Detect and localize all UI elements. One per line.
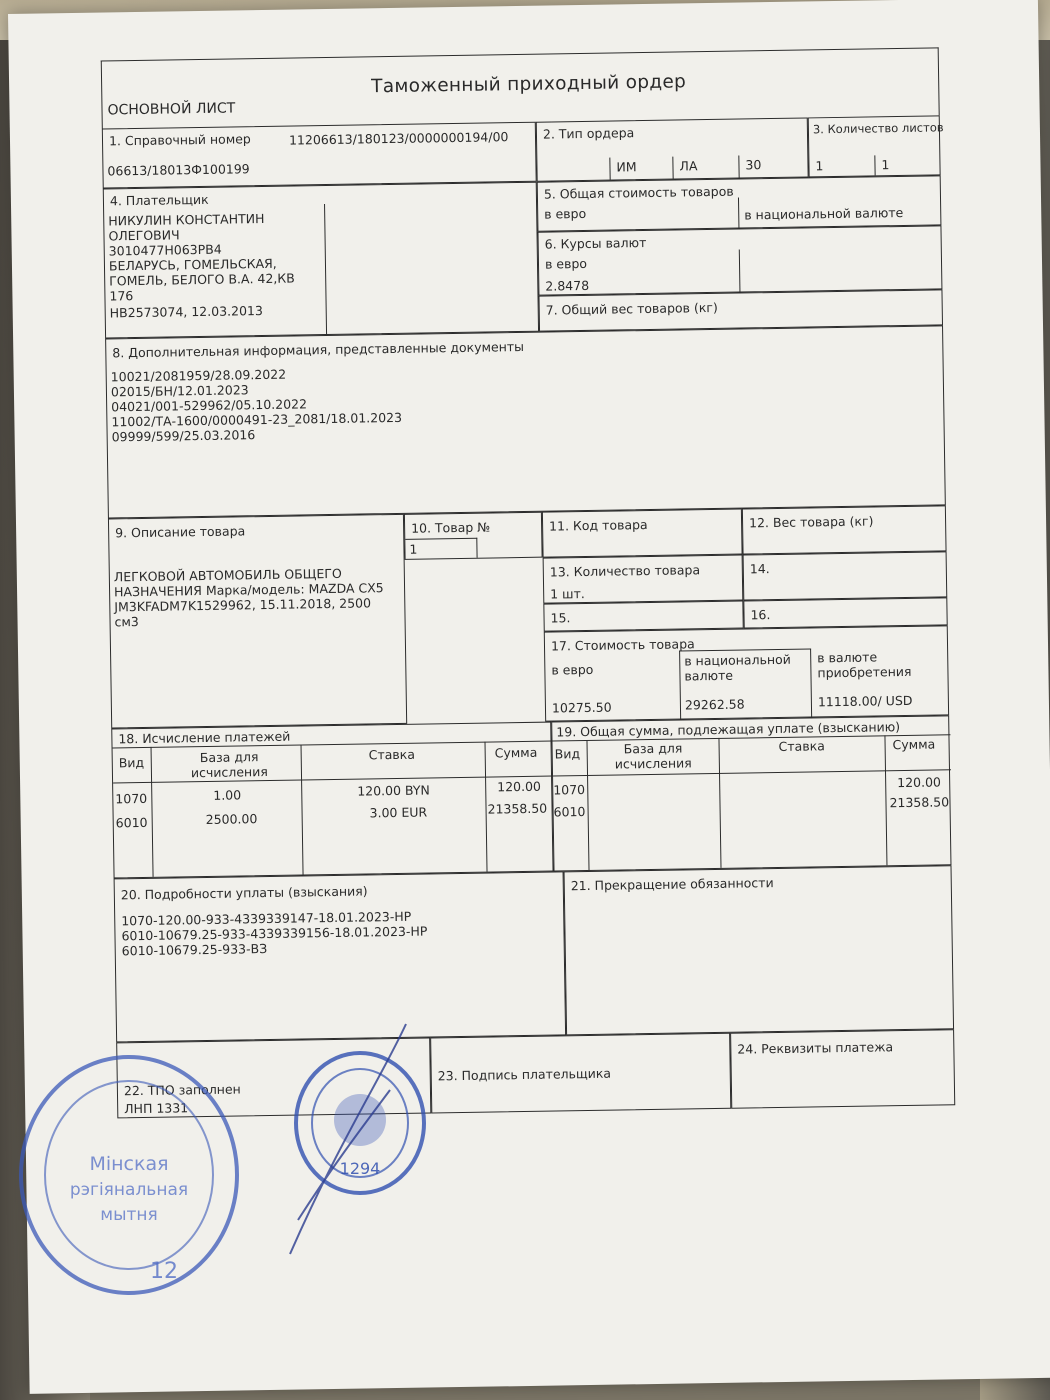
field-16	[743, 597, 947, 628]
field-10	[404, 512, 543, 560]
goods-line-3: JM3KFADM7K1529962, 15.11.2018, 2500	[114, 595, 372, 615]
field-2	[536, 117, 809, 181]
field-19	[551, 715, 951, 871]
value-national: 29262.58	[684, 696, 745, 713]
field-12	[742, 505, 947, 554]
field-6	[537, 225, 942, 295]
field-8-label: 8. Дополнительная информация, представленные документы	[112, 338, 525, 361]
field-11	[542, 509, 743, 558]
field-23-label: 23. Подпись плательщика	[437, 1065, 612, 1084]
total-2-vid: 6010	[553, 804, 586, 820]
field-20	[114, 871, 567, 1042]
value-acquisition: 11118.00/ USD	[817, 692, 913, 710]
payer-line-6: 176	[109, 288, 134, 304]
field-1-label: 1. Справочный номер	[108, 131, 251, 149]
field-10-label: 10. Товар №	[411, 519, 491, 536]
item-number: 1	[409, 541, 418, 557]
order-type-2: ЛА	[679, 158, 698, 174]
payment-detail-2: 6010-10679.25-933-4339339156-18.01.2023-НР	[121, 923, 428, 944]
payments-header-base: База для исчисления	[190, 749, 268, 781]
payer-line-5: ГОМЕЛЬ, БЕЛОГО В.А. 42,КВ	[109, 270, 295, 289]
svg-text:мытня: мытня	[100, 1205, 158, 1225]
payment-1-sum: 120.00	[497, 778, 542, 795]
payment-2-vid: 6010	[115, 814, 148, 831]
field-1	[102, 122, 537, 189]
payments-header-vid: Вид	[118, 754, 145, 771]
field-6-divider	[739, 250, 741, 294]
reference-code: 06613/18013Ф100199	[107, 161, 250, 179]
field-6-label: 6. Курсы валют	[544, 235, 647, 252]
filled-by-value: ЛНП 1331	[124, 1100, 189, 1117]
field-24-label: 24. Реквизиты платежа	[737, 1039, 894, 1057]
payer-line-1: НИКУЛИН КОНСТАНТИН	[108, 210, 265, 229]
value-eur: 10275.50	[551, 699, 612, 716]
field-20-label: 20. Подробности уплаты (взыскания)	[120, 883, 368, 903]
field-13-label: 13. Количество товара	[549, 562, 701, 580]
field-7-label: 7. Общий вес товаров (кг)	[545, 299, 718, 318]
customs-stamp-left-graphic	[14, 1050, 244, 1300]
field-18	[111, 722, 553, 879]
field-4-label: 4. Плательщик	[109, 191, 209, 209]
svg-text:Мінская: Мінская	[89, 1153, 169, 1175]
sheets-value-2: 1	[881, 157, 890, 173]
customs-stamp-left	[14, 1050, 244, 1300]
field-2-label: 2. Тип ордера	[542, 125, 635, 142]
payment-1-rate: 120.00 BYN	[357, 782, 430, 799]
total-header-base: База для исчисления	[614, 740, 692, 772]
field-19-label: 19. Общая сумма, подлежащая уплате (взысканию)	[556, 719, 901, 740]
field-12-label: 12. Вес товара (кг)	[748, 513, 874, 531]
payment-1-base: 1.00	[213, 787, 242, 803]
payer-line-2: ОЛЕГОВИЧ	[108, 227, 180, 244]
reference-number: 11206613/180123/0000000194/00	[288, 129, 509, 148]
value-national-label: в национальной валюте	[684, 651, 791, 684]
field-11-label: 11. Код товара	[548, 517, 648, 534]
quantity-value: 1 шт.	[550, 586, 585, 602]
customs-order-form	[101, 47, 956, 1140]
total-header-row	[552, 734, 951, 776]
sheets-cell-1	[813, 155, 875, 176]
payer-line-3: 3010477Н063РВ4	[108, 241, 222, 259]
field-21-label: 21. Прекращение обязанности	[570, 875, 774, 894]
field-24	[730, 1029, 955, 1109]
field-17-label: 17. Стоимость товара	[550, 636, 695, 654]
payments-header-row	[113, 741, 554, 784]
field-18-label: 18. Исчисление платежей	[118, 728, 291, 747]
goods-line-4: см3	[114, 614, 139, 630]
svg-text:12: 12	[150, 1259, 178, 1284]
rate-eur-value: 2.8478	[545, 277, 590, 294]
field-17	[544, 625, 949, 721]
field-22-label: 22. ТПО заполнен	[123, 1081, 241, 1099]
order-type-cell-2	[673, 156, 739, 179]
field-3	[808, 115, 944, 177]
field-13	[543, 555, 744, 604]
total-1-vid: 1070	[553, 782, 586, 798]
payer-divider	[324, 204, 327, 334]
field-9-label: 9. Описание товара	[115, 523, 246, 541]
field-5-label: 5. Общая стоимость товаров	[543, 183, 734, 202]
total-header-rate: Ставка	[778, 738, 825, 754]
doc-line-4: 11002/ТА-1600/0000491-23_2081/18.01.2023	[111, 409, 403, 430]
field-4	[103, 182, 539, 339]
total-2-sum: 21358.50	[889, 794, 950, 811]
goods-line-2: НАЗНАЧЕНИЯ Марка/модель: MAZDA CX5	[113, 580, 384, 600]
field-23	[430, 1033, 731, 1114]
doc-line-5: 09999/599/25.03.2016	[111, 427, 256, 445]
field-3-label: 3. Количество листов	[812, 120, 944, 137]
document-title: Таможенный приходный ордер	[371, 71, 687, 98]
payment-detail-1: 1070-120.00-933-4339339147-18.01.2023-НР	[121, 908, 412, 929]
field-9	[108, 514, 407, 729]
field-14	[743, 551, 948, 600]
field-14-label: 14.	[749, 561, 770, 577]
payer-line-7: НВ2573074, 12.03.2013	[109, 303, 263, 321]
payer-line-4: БЕЛАРУСЬ, ГОМЕЛЬСКАЯ,	[108, 255, 277, 274]
order-type-1: ИМ	[616, 159, 637, 175]
field-16-label: 16.	[750, 607, 771, 623]
field-15-label: 15.	[550, 610, 571, 626]
order-type-3: 30	[745, 157, 762, 173]
total-header-vid: Вид	[554, 746, 581, 762]
total-1-sum: 120.00	[897, 774, 942, 791]
sheet-label: ОСНОВНОЙ ЛИСТ	[107, 100, 236, 119]
value-eur-label: в евро	[551, 661, 594, 678]
payment-1-vid: 1070	[115, 790, 148, 807]
value-national-cell	[679, 648, 812, 720]
svg-text:1294: 1294	[339, 1159, 381, 1178]
rate-eur-label: в евро	[544, 255, 588, 272]
signature	[270, 1020, 420, 1260]
field-21	[564, 865, 955, 1035]
doc-line-2: 02015/БН/12.01.2023	[110, 382, 249, 400]
field-15	[543, 601, 743, 632]
payment-2-base: 2500.00	[205, 811, 258, 827]
total-eur-label: в евро	[544, 205, 587, 222]
field-5-divider	[738, 198, 739, 228]
sheets-value-1: 1	[815, 158, 824, 174]
field-5	[537, 175, 942, 231]
goods-line-1: ЛЕГКОВОЙ АВТОМОБИЛЬ ОБЩЕГО	[113, 565, 342, 585]
item-number-cell	[405, 538, 477, 559]
payment-detail-3: 6010-10679.25-933-ВЗ	[121, 941, 268, 959]
field-8	[105, 325, 946, 518]
value-acquisition-label: в валюте приобретения	[817, 649, 912, 681]
total-national-label: в национальной валюте	[744, 204, 904, 223]
payments-header-sum: Сумма	[494, 744, 538, 761]
order-type-cell-1	[609, 157, 673, 180]
payment-2-sum: 21358.50	[487, 800, 548, 817]
payments-header-rate: Ставка	[368, 746, 416, 763]
payment-2-rate: 3.00 EUR	[369, 804, 428, 821]
svg-text:рэгіянальная: рэгіянальная	[69, 1180, 189, 1200]
doc-line-1: 10021/2081959/28.09.2022	[110, 366, 287, 385]
total-header-sum: Сумма	[892, 736, 936, 753]
doc-line-3: 04021/001-529962/05.10.2022	[111, 396, 308, 415]
